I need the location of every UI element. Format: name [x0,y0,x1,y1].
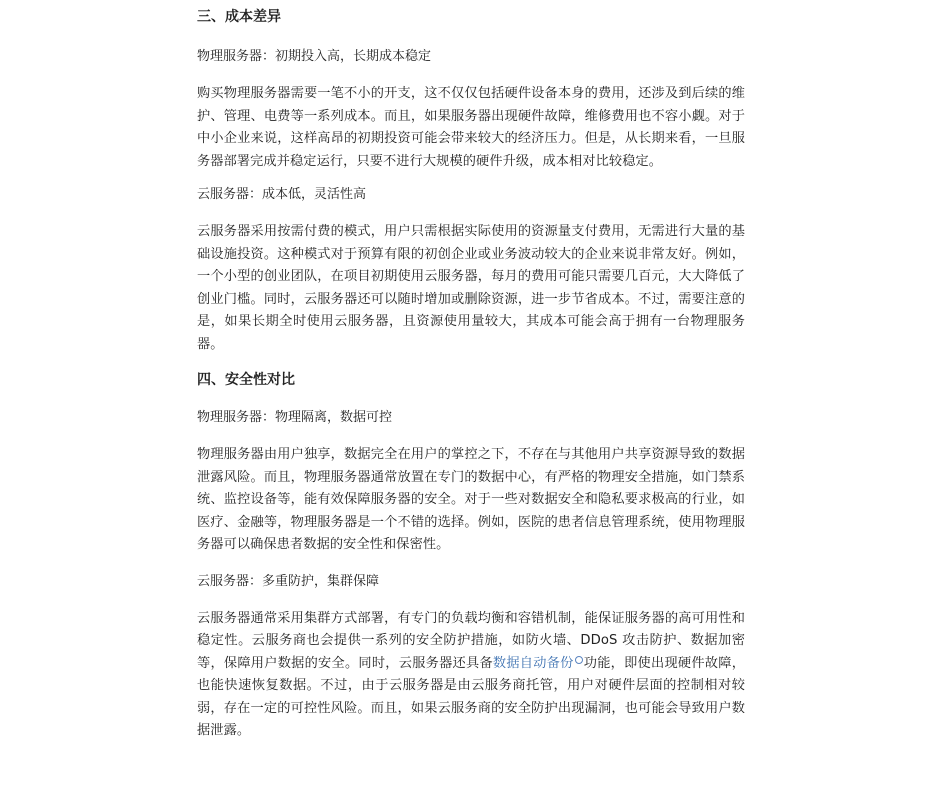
paragraph-cloud-security [197,608,745,743]
subhead-physical-cost: 物理服务器：初期投入高，长期成本稳定 [197,49,432,64]
data-auto-backup-link[interactable]: 数据自动备份 [492,655,574,671]
search-circle-icon[interactable] [575,656,583,664]
paragraph-physical-security: 物理服务器由用户独享，数据完全在用户的掌控之下，不存在与其他用户共享资源导致的数据泄露风险。而且，物理服务器通常放置在专门的数据中心，有严格的物理安全措施，如门禁系统、监控设备等，能有效保障服务器的安全。对于一些对数据安全和隐私要求极高的行业，如医疗、金融等，物理服务器是一个不错的选择。例如，医院的患者信息管理系统，使用物理服务器可以确保患者数据的安全性和保密性。 [197,447,745,552]
paragraph-physical-cost: 购买物理服务器需要一笔不小的开支，这不仅仅包括硬件设备本身的费用，还涉及到后续的维护、管理、电费等一系列成本。而且，如果服务器出现硬件故障，维修费用也不容小觑。对于中小企业来说，这样高昂的初期投资可能会带来较大的经济压力。但是，从长期来看，一旦服务器部署完成并稳定运行，只要不进行大规模的硬件升级，成本相对比较稳定。 [197,86,745,169]
cloud-security-text-part1: 云服务器通常采用集群方式部署，有专门的负载均衡和容错机制，能保证服务器的高可用性和稳定性。云服务商也会提供一系列的安全防护措施，如防火墙、DDoS 攻击防护、数据加密等，保障用户数据的安全。同时，云服务器还具备 [197,610,745,671]
subhead-cloud-security: 云服务器：多重防护，集群保障 [197,573,380,589]
section-title-security: 四、安全性对比 [197,372,295,388]
cloud-security-text-part2: 功能，即使出现硬件故障，也能快速恢复数据。不过，由于云服务器是由云服务商托管，用户对硬件层面的控制相对较弱，存在一定的可控性风险。而且，如果云服务商的安全防护出现漏洞，也可能会导致用户数据泄露。 [197,655,745,738]
article-body [197,0,745,743]
paragraph-cloud-cost: 云服务器采用按需付费的模式，用户只需根据实际使用的资源量支付费用，无需进行大量的基础设施投资。这种模式对于预算有限的初创企业或业务波动较大的企业来说非常友好。例如，一个小型的创业团队，在项目初期使用云服务器，每月的费用可能只需要几百元，大大降低了创业门槛。同时，云服务器还可以随时增加或删除资源，进一步节省成本。不过，需要注意的是，如果长期全时使用云服务器，且资源使用量较大，其成本可能会高于拥有一台物理服务器。 [197,224,745,352]
subhead-cloud-cost: 云服务器：成本低，灵活性高 [197,187,367,202]
section-title-cost: 三、成本差异 [197,9,281,25]
subhead-physical-security: 物理服务器：物理隔离，数据可控 [197,410,393,425]
